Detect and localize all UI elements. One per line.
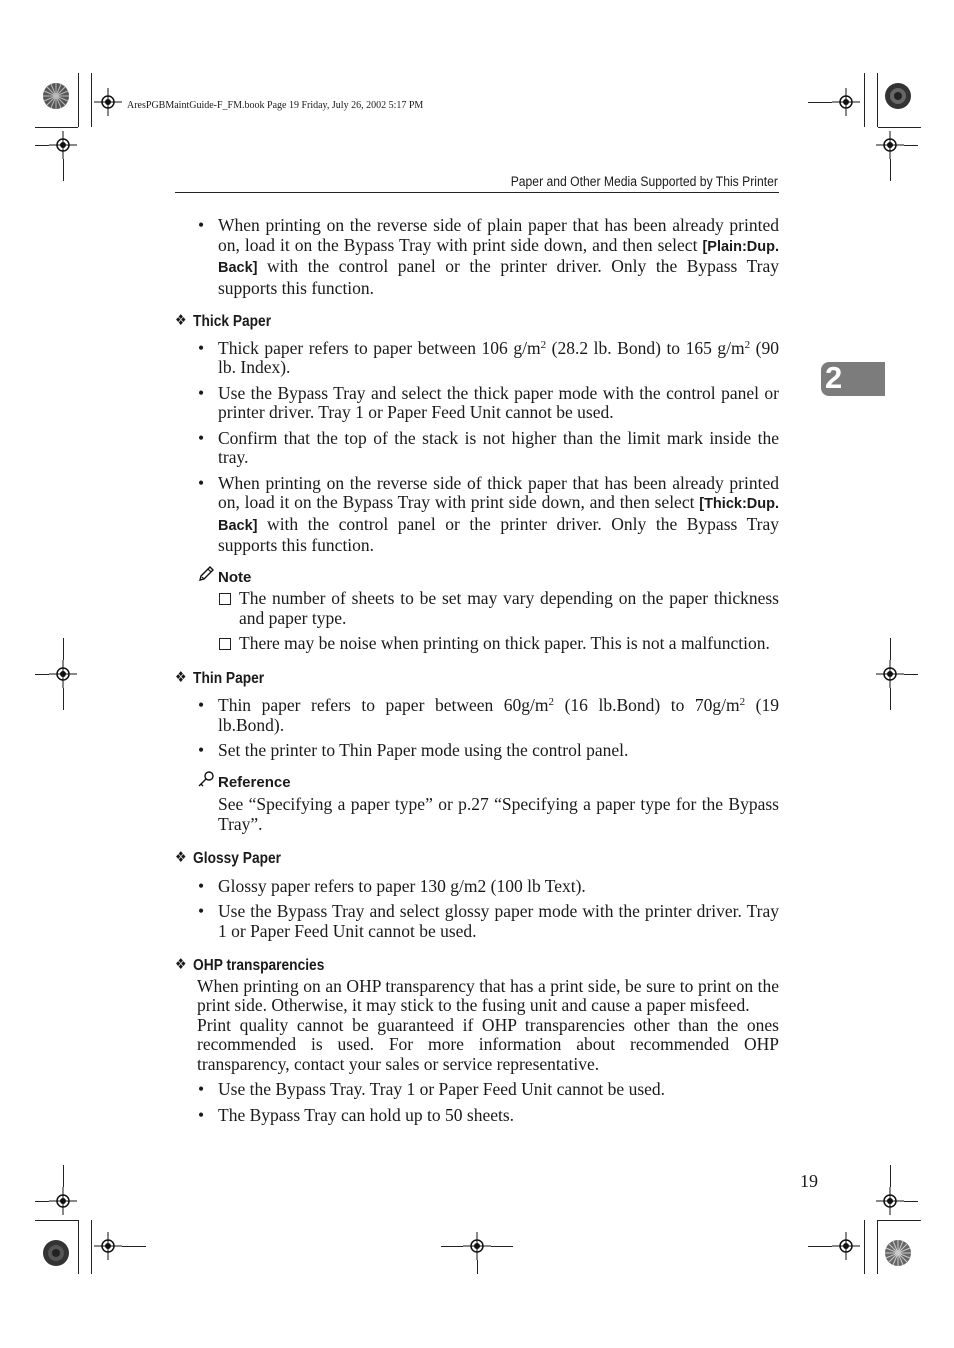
section-heading-thin-paper: ❖ Thin Paper <box>175 668 265 687</box>
book-info: AresPGBMaintGuide-F_FM.book Page 19 Friday, July 26, 2002 5:17 PM <box>127 100 424 111</box>
body-paragraph: Print quality cannot be guaranteed if OHP transparencies other than the ones recommended is used. For more information about recommended OHP transparency, contact your sales or service representative. <box>197 1014 779 1074</box>
list-item: • Confirm that the top of the stack is not higher than the limit mark inside the tray. <box>175 429 779 468</box>
list-item: • Use the Bypass Tray. Tray 1 or Paper Feed Unit cannot be used. <box>175 1080 779 1100</box>
registration-mark-icon <box>832 88 860 116</box>
reference-key-icon <box>197 770 215 788</box>
section-heading-thick-paper: ❖ Thick Paper <box>175 312 272 330</box>
registration-mark-icon <box>49 660 77 688</box>
section-diamond-icon: ❖ <box>175 956 187 973</box>
reference-text: See “Specifying a paper type” or p.27 “Specifying a paper type for the Bypass Tray”. <box>218 794 779 834</box>
list-item: • The Bypass Tray can hold up to 50 sheets. <box>175 1106 779 1126</box>
list-item: • Use the Bypass Tray and select the thick paper mode with the control panel or printer driver. Tray 1 or Paper Feed Unit cannot be used. <box>175 384 779 423</box>
checkbox-bullet-icon <box>219 638 231 650</box>
registration-mark-icon <box>94 1232 122 1260</box>
list-item: • Thin paper refers to paper between $60g/m^2$ (16 lb.Bond) to $70g/m^2$ (19 lb.Bond). <box>175 696 779 735</box>
page-number: 19 <box>800 1171 818 1191</box>
header-rule <box>175 192 779 193</box>
registration-mark-icon <box>876 1187 904 1215</box>
section-diamond-icon: ❖ <box>175 668 187 686</box>
menu-label-plain-dup-back: [Plain:Dup. Back] <box>218 238 779 276</box>
note-heading: Note <box>175 568 779 588</box>
registration-mark-icon <box>463 1232 491 1260</box>
chapter-tab <box>821 362 885 396</box>
main-content <box>175 216 779 1125</box>
checkbox-bullet-icon <box>219 593 231 605</box>
section-heading-glossy-paper: ❖ Glossy Paper <box>175 849 282 867</box>
registration-mark-icon <box>49 131 77 159</box>
color-target-icon <box>884 1239 912 1267</box>
registration-mark-icon <box>832 1232 860 1260</box>
registration-mark-icon <box>49 1187 77 1215</box>
list-item: • When printing on the reverse side of thick paper that has been already printed on, load it on the Bypass Tray with print side down, and then select [Thick:Dup. Back] with the control panel or the printer driver. Only the Bypass Tray supports this function. <box>175 474 779 556</box>
color-target-icon <box>884 82 912 110</box>
list-item: • Set the printer to Thin Paper mode using the control panel. <box>175 741 779 761</box>
color-target-icon <box>42 1239 70 1267</box>
note-item: The number of sheets to be set may vary depending on the paper thickness and paper type. <box>175 589 779 628</box>
registration-mark-icon <box>876 131 904 159</box>
reference-heading: Reference <box>175 773 779 793</box>
section-diamond-icon: ❖ <box>175 312 187 329</box>
list-item: • Glossy paper refers to paper 130 g/m2 (100 lb Text). <box>175 877 779 897</box>
list-item: • When printing on the reverse side of plain paper that has been already printed on, load it on the Bypass Tray with print side down, and then select [Plain:Dup. Back] with the control panel or the printer driver. Only the Bypass Tray supports this function. <box>175 216 779 298</box>
note-pencil-icon <box>197 565 215 583</box>
body-paragraph: When printing on an OHP transparency that has a print side, be sure to print on the print side. Otherwise, it may stick to the fusing unit and cause a paper misfeed. <box>197 975 779 1015</box>
color-target-icon <box>42 82 70 110</box>
running-head: Paper and Other Media Supported by This Printer <box>510 174 778 189</box>
note-item: There may be noise when printing on thick paper. This is not a malfunction. <box>175 634 779 654</box>
menu-label-thick-dup-back: [Thick:Dup. Back] <box>218 496 779 534</box>
list-item: • Use the Bypass Tray and select glossy paper mode with the printer driver. Tray 1 or Paper Feed Unit cannot be used. <box>175 902 779 941</box>
section-diamond-icon: ❖ <box>175 849 187 866</box>
registration-mark-icon <box>876 660 904 688</box>
section-heading-ohp: ❖ OHP transparencies <box>175 956 325 974</box>
chapter-number: 2 <box>825 360 843 395</box>
registration-mark-icon <box>94 88 122 116</box>
list-item: • Thick paper refers to paper between 106 $g/m^2$ (28.2 lb. Bond) to 165 $g/m^2$ (90 lb. Index). <box>175 339 779 378</box>
